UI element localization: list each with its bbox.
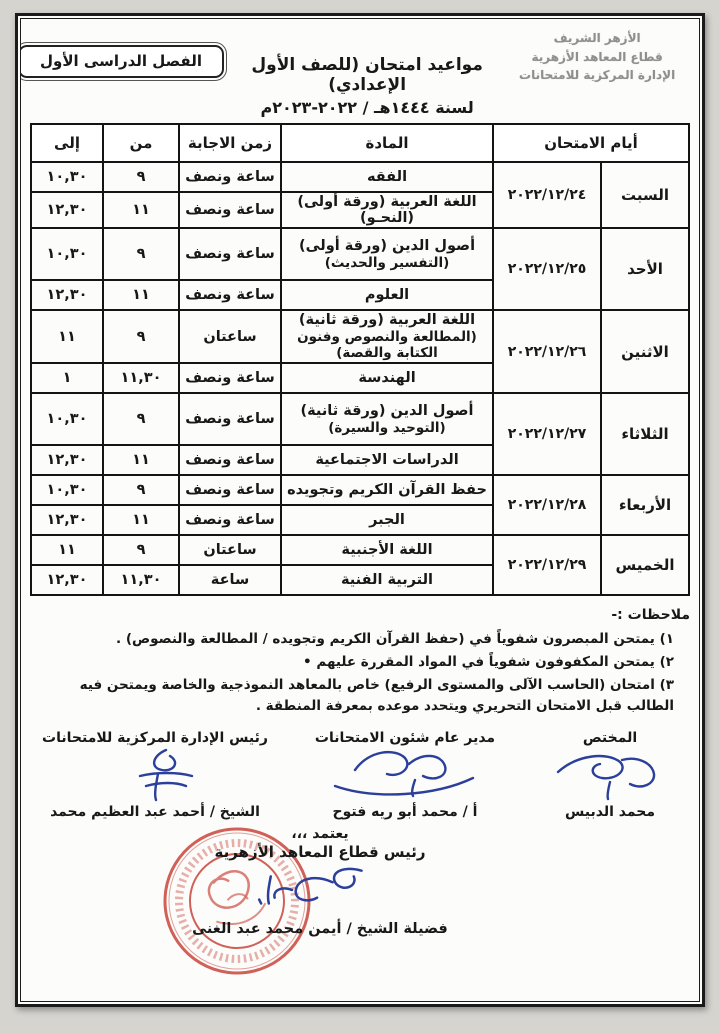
from-time-cell: ١١ (103, 280, 179, 310)
academic-year: لسنة ١٤٤٤هـ / ٢٠٢٢-٢٠٢٣م (260, 98, 474, 117)
page-title: مواعيد امتحان (للصف الأول الإعدادي) (251, 55, 483, 95)
subject-line-2: (المطالعة والنصوص وفنون الكتابة والقصة) (297, 329, 477, 361)
duration-cell: ساعتان (179, 310, 281, 363)
from-time-cell: ٩ (103, 162, 179, 192)
approval-section (30, 826, 690, 1002)
subject-cell: التربية الفنية (281, 565, 493, 595)
approval-signature-scribble-icon (245, 861, 395, 917)
signature-name: أ / محمد أبو ريه فتوح (332, 803, 478, 820)
exam-day-cell: الخميس (601, 535, 689, 595)
note-item-3: ٣) امتحان (الحاسب الآلى والمستوى الرفيع) خاص بالمعاهد النموذجية والخاصة ويمتحن فيه الطالب قبل الامتحان التحريري ويتحدد موعده بمعرفة المنطقة . (79, 676, 674, 715)
exam-day-cell: الثلاثاء (601, 393, 689, 475)
duration-cell: ساعة ونصف (179, 280, 281, 310)
to-time-cell: ١٠,٣٠ (31, 393, 103, 445)
to-time-cell: ١٢,٣٠ (31, 280, 103, 310)
from-time-cell: ٩ (103, 475, 179, 505)
from-time-cell: ٩ (103, 310, 179, 363)
exam-day-cell: الاثنين (601, 310, 689, 393)
signature-name: الشيخ / أحمد عبد العظيم محمد (50, 803, 260, 820)
from-time-cell: ٩ (103, 535, 179, 565)
from-time-cell: ١١ (103, 192, 179, 228)
from-time-cell: ١١,٣٠ (103, 565, 179, 595)
duration-cell: ساعة ونصف (179, 475, 281, 505)
note-item-2: ٢) يمتحن المكفوفون شفوياً في المواد المقررة عليهم • (303, 654, 674, 671)
to-time-cell: ١٠,٣٠ (31, 228, 103, 280)
subject-line-2: (التوحيد والسيرة) (328, 419, 446, 436)
header-duration: زمن الاجابة (179, 124, 281, 162)
signatures-row (30, 730, 690, 820)
document-header (30, 25, 690, 123)
subject-cell: الفقه (281, 162, 493, 192)
subject-cell: الهندسة (281, 363, 493, 393)
approval-word: يعتمد ،،، (291, 825, 349, 842)
duration-cell: ساعة ونصف (179, 445, 281, 475)
organization-header (504, 29, 690, 85)
signature-scribble-icon (325, 746, 485, 802)
to-time-cell: ١٢,٣٠ (31, 192, 103, 228)
subject-line-1: أصول الدين (ورقة ثانية) (300, 402, 474, 419)
subject-cell: العلوم (281, 280, 493, 310)
approval-name: فضيلة الشيخ / أيمن محمد عبد الغنى (192, 920, 448, 937)
exam-day-cell: الأحد (601, 228, 689, 310)
subject-cell: الجبر (281, 505, 493, 535)
subject-cell (281, 228, 493, 280)
subject-cell: الدراسات الاجتماعية (281, 445, 493, 475)
exam-date-cell: ٢٠٢٢/١٢/٢٩ (493, 535, 601, 595)
duration-cell: ساعة ونصف (179, 505, 281, 535)
signature-block-director (290, 730, 520, 820)
to-time-cell: ١٠,٣٠ (31, 475, 103, 505)
table-row (31, 228, 689, 280)
to-time-cell: ١٢,٣٠ (31, 445, 103, 475)
header-from: من (103, 124, 179, 162)
subject-line-2: (التفسير والحديث) (324, 254, 450, 271)
exam-date-cell: ٢٠٢٢/١٢/٢٧ (493, 393, 601, 475)
signature-name: محمد الدبيس (565, 803, 656, 820)
subject-cell (281, 393, 493, 445)
signature-scribble-icon (550, 746, 670, 802)
header-subject: المادة (281, 124, 493, 162)
note-item-1: ١) يمتحن المبصرون شفوياً في (حفظ القرآن الكريم وتجويده / المطالعة والنصوص) . (115, 630, 674, 647)
to-time-cell: ١٢,٣٠ (31, 565, 103, 595)
table-row (31, 475, 689, 505)
approval-texts (20, 826, 650, 937)
subject-cell (281, 310, 493, 363)
duration-cell: ساعتان (179, 535, 281, 565)
semester-badge-area (30, 25, 230, 78)
subject-cell: اللغة الأجنبية (281, 535, 493, 565)
from-time-cell: ٩ (103, 228, 179, 280)
to-time-cell: ١٢,٣٠ (31, 505, 103, 535)
org-line-3: الإدارة المركزية للامتحانات (519, 68, 676, 83)
duration-cell: ساعة ونصف (179, 363, 281, 393)
document-inner-frame (20, 18, 700, 1002)
exam-date-cell: ٢٠٢٢/١٢/٢٥ (493, 228, 601, 310)
semester-badge: الفصل الدراسى الأول (20, 45, 224, 78)
table-header-row (31, 124, 689, 162)
document-page (15, 13, 705, 1007)
subject-line-1: اللغة العربية (ورقة ثانية) (298, 312, 476, 328)
duration-cell: ساعة ونصف (179, 228, 281, 280)
duration-cell: ساعة ونصف (179, 393, 281, 445)
header-exam-days: أيام الامتحان (493, 124, 689, 162)
from-time-cell: ٩ (103, 393, 179, 445)
table-row (31, 535, 689, 565)
org-line-2: قطاع المعاهد الأزهرية (531, 49, 663, 64)
duration-cell: ساعة ونصف (179, 192, 281, 228)
duration-cell: ساعة ونصف (179, 162, 281, 192)
table-row (31, 393, 689, 445)
notes-section (30, 603, 690, 718)
signature-block-specialist (530, 730, 690, 820)
signature-label: المختص (582, 729, 638, 746)
exam-date-cell: ٢٠٢٢/١٢/٢٨ (493, 475, 601, 535)
subject-cell: حفظ القرآن الكريم وتجويده (281, 475, 493, 505)
duration-cell: ساعة (179, 565, 281, 595)
table-row (31, 162, 689, 192)
approval-title: رئيس قطاع المعاهد الأزهرية (214, 842, 426, 861)
from-time-cell: ١١,٣٠ (103, 363, 179, 393)
from-time-cell: ١١ (103, 505, 179, 535)
document-title-block (230, 55, 504, 117)
to-time-cell: ١١ (31, 535, 103, 565)
subject-cell: اللغة العربية (ورقة أولى) (النحـو) (281, 192, 493, 228)
to-time-cell: ١١ (31, 310, 103, 363)
exam-day-cell: السبت (601, 162, 689, 228)
org-line-1: الأزهر الشريف (553, 31, 641, 45)
signature-scribble-icon (100, 746, 210, 802)
header-to: إلى (31, 124, 103, 162)
notes-title: ملاحظات :- (611, 607, 690, 623)
from-time-cell: ١١ (103, 445, 179, 475)
signature-label: رئيس الإدارة المركزية للامتحانات (42, 729, 268, 746)
signature-block-chief (30, 730, 280, 820)
subject-line-1: أصول الدين (ورقة أولى) (298, 237, 476, 254)
signature-label: مدير عام شئون الامتحانات (314, 729, 496, 746)
table-row (31, 310, 689, 363)
to-time-cell: ١٠,٣٠ (31, 162, 103, 192)
exam-date-cell: ٢٠٢٢/١٢/٢٦ (493, 310, 601, 393)
exam-day-cell: الأربعاء (601, 475, 689, 535)
exam-date-cell: ٢٠٢٢/١٢/٢٤ (493, 162, 601, 228)
exam-schedule-table (30, 123, 690, 596)
to-time-cell: ١ (31, 363, 103, 393)
